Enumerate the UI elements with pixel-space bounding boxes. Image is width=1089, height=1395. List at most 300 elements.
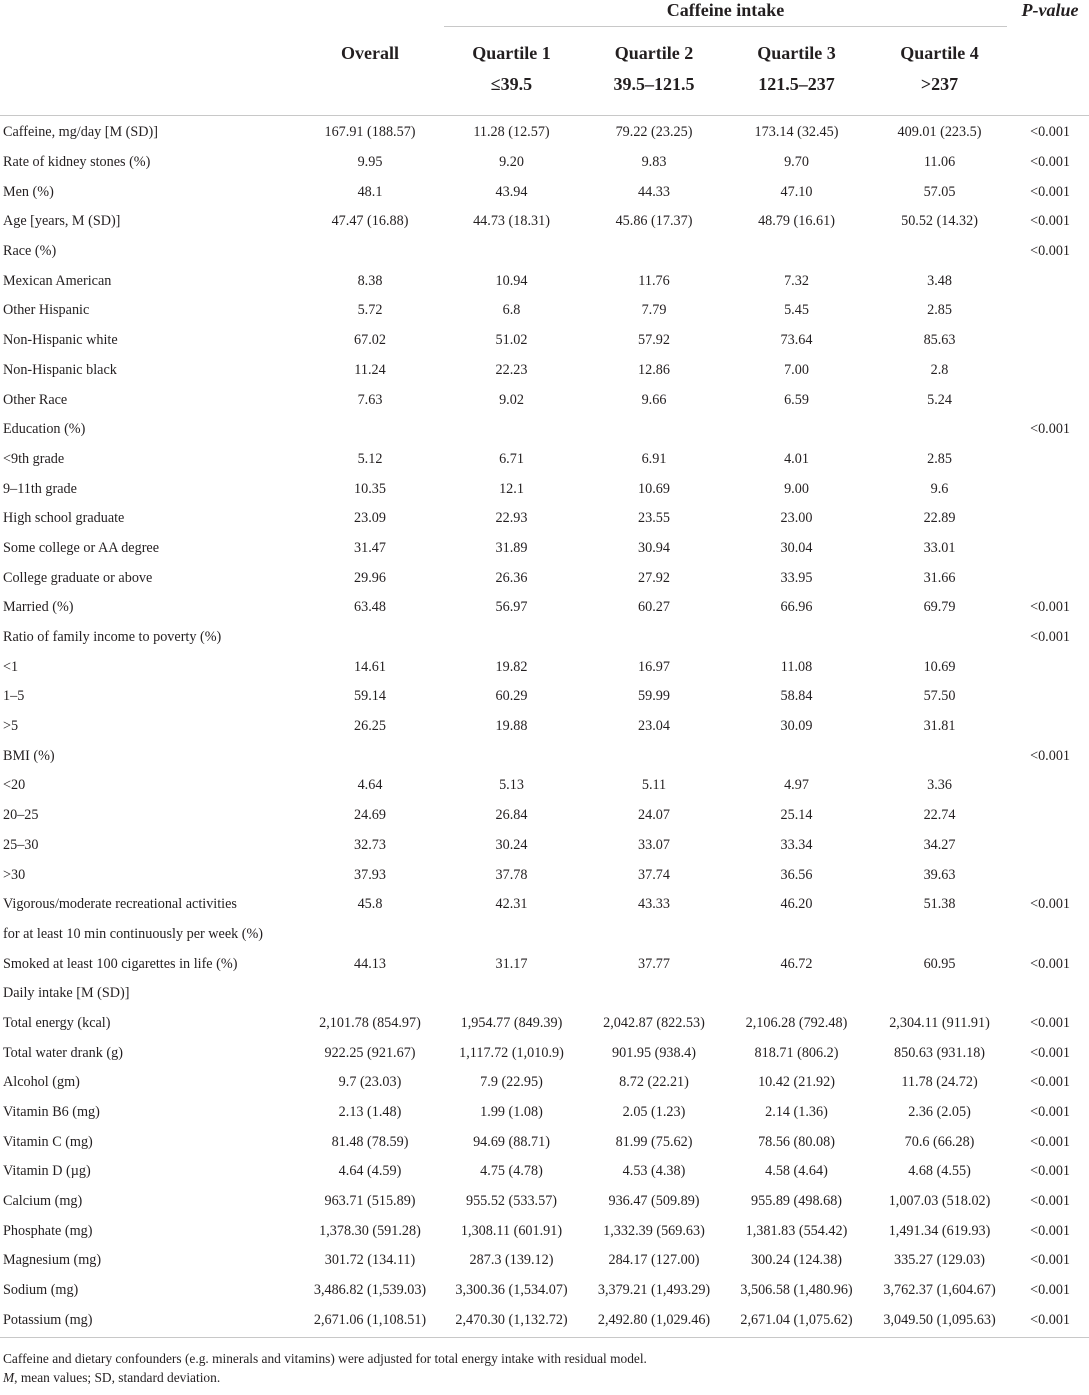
table-row	[0, 296, 1089, 326]
quartile-2-cell: 936.47 (509.89)	[608, 1193, 700, 1210]
quartile-2-cell: 59.99	[638, 688, 670, 705]
row-label: Vigorous/moderate recreational activities	[3, 896, 237, 913]
table-row	[0, 385, 1089, 415]
table-row	[0, 979, 1089, 1009]
pvalue-cell: <0.001	[1030, 1252, 1071, 1269]
row-label: Other Race	[3, 391, 68, 408]
quartile-1-cell: 2,470.30 (1,132.72)	[455, 1311, 568, 1328]
quartile-1-cell: 22.23	[495, 361, 528, 378]
quartile-2-cell: 79.22 (23.25)	[615, 124, 693, 141]
row-label: Phosphate (mg)	[3, 1222, 93, 1239]
overall-cell: 63.48	[354, 599, 386, 616]
quartile-3-cell: 48.79 (16.61)	[758, 213, 835, 230]
overall-cell: 10.35	[354, 480, 386, 497]
quartile-1-cell	[440, 920, 583, 950]
quartile-3-cell: 4.97	[784, 777, 809, 794]
row-label: Ratio of family income to poverty (%)	[3, 629, 222, 646]
pvalue-cell	[1011, 474, 1089, 504]
pvalue-cell	[1011, 712, 1089, 742]
quartile-1-cell: 6.71	[499, 450, 524, 467]
overall-cell: 9.95	[357, 154, 383, 171]
row-label: 9–11th grade	[3, 480, 77, 497]
quartile-1-cell: 22.93	[495, 510, 528, 527]
table-row	[0, 1157, 1089, 1187]
table-row	[0, 445, 1089, 475]
quartile-4-cell: 4.68 (4.55)	[908, 1163, 971, 1180]
quartile-1-cell: 26.84	[495, 807, 528, 824]
quartile-2-header: Quartile 2 39.5–121.5	[613, 43, 695, 94]
table-row	[0, 415, 1089, 445]
quartile-3-cell: 73.64	[780, 332, 813, 349]
quartile-4-cell: 335.27 (129.03)	[894, 1252, 986, 1269]
row-label: Potassium (mg)	[3, 1311, 93, 1328]
quartile-1-cell: 1,308.11 (601.91)	[460, 1222, 563, 1239]
overall-header: Overall	[341, 43, 399, 63]
quartile-1-cell: 955.52 (533.57)	[465, 1193, 558, 1210]
quartile-2-cell: 23.55	[638, 510, 670, 527]
quartile-1-cell: 26.36	[495, 569, 528, 586]
row-label: Other Hispanic	[3, 302, 90, 319]
table-row	[0, 1009, 1089, 1039]
table-row	[0, 1276, 1089, 1306]
quartile-1-cell: 43.94	[495, 183, 528, 200]
quartile-4-cell	[868, 623, 1011, 653]
quartile-3-cell: 30.09	[780, 718, 813, 735]
table-row	[0, 801, 1089, 831]
row-label: Men (%)	[3, 183, 54, 200]
quartile-3-cell: 58.84	[780, 688, 813, 705]
row-label: >30	[3, 866, 26, 883]
quartile-4-cell: 10.69	[923, 658, 956, 675]
overall-cell: 23.09	[354, 510, 386, 527]
quartile-2-cell: 16.97	[638, 658, 670, 675]
pvalue-cell	[1011, 385, 1089, 415]
table-row	[0, 890, 1089, 920]
table-row	[0, 207, 1089, 237]
row-label: Vitamin B6 (mg)	[3, 1104, 100, 1121]
quartile-3-cell: 4.58 (4.64)	[765, 1163, 828, 1180]
row-label: Vitamin C (mg)	[3, 1133, 93, 1150]
quartile-2-cell: 60.27	[638, 599, 670, 616]
quartile-2-cell: 12.86	[638, 361, 670, 378]
table-row	[0, 593, 1089, 623]
table-row	[0, 266, 1089, 296]
row-label: Total energy (kcal)	[3, 1014, 111, 1031]
table-row	[0, 712, 1089, 742]
pvalue-cell: <0.001	[1030, 124, 1071, 141]
overall-cell: 47.47 (16.88)	[331, 213, 409, 230]
quartile-4-cell: 2.85	[927, 302, 952, 319]
quartile-4-cell: 60.95	[923, 955, 956, 972]
overall-cell: 14.61	[354, 658, 386, 675]
pvalue-cell	[1011, 860, 1089, 890]
overall-cell: 29.96	[354, 569, 386, 586]
table-row	[0, 474, 1089, 504]
quartile-1-cell: 19.88	[495, 718, 528, 735]
pvalue-cell	[1011, 979, 1089, 1009]
table-row	[0, 1068, 1089, 1098]
row-label: Some college or AA degree	[3, 539, 160, 556]
quartile-3-cell: 955.89 (498.68)	[750, 1193, 843, 1210]
quartile-3-cell: 36.56	[780, 866, 813, 883]
overall-cell: 5.12	[357, 450, 383, 467]
row-label: Alcohol (gm)	[3, 1074, 80, 1091]
quartile-2-cell	[583, 920, 725, 950]
quartile-2-cell: 24.07	[638, 807, 670, 824]
quartile-1-cell: 9.02	[499, 391, 524, 408]
quartile-1-cell: 12.1	[499, 480, 524, 497]
quartile-3-cell	[725, 237, 868, 267]
quartile-2-cell: 23.04	[638, 718, 670, 735]
quartile-2-cell: 6.91	[641, 450, 667, 467]
quartile-1-cell: 4.75 (4.78)	[480, 1163, 543, 1180]
table-row	[0, 148, 1089, 178]
overall-cell: 963.71 (515.89)	[324, 1193, 416, 1210]
quartile-1-cell: 51.02	[495, 332, 528, 349]
table-row	[0, 237, 1089, 267]
quartile-2-cell: 901.95 (938.4)	[612, 1044, 696, 1061]
quartile-2-cell: 8.72 (22.21)	[619, 1074, 689, 1091]
overall-cell: 59.14	[354, 688, 386, 705]
overall-cell: 7.63	[357, 391, 383, 408]
table-row	[0, 771, 1089, 801]
table-header	[0, 0, 1089, 116]
pvalue-cell	[1011, 771, 1089, 801]
row-label: BMI (%)	[3, 747, 55, 764]
quartile-1-cell: 30.24	[495, 836, 528, 853]
row-label: Smoked at least 100 cigarettes in life (%)	[3, 955, 238, 972]
pvalue-cell	[1011, 801, 1089, 831]
pvalue-cell: <0.001	[1030, 213, 1071, 230]
row-label: Non-Hispanic white	[3, 332, 118, 349]
row-label: College graduate or above	[3, 569, 153, 586]
row-label: Education (%)	[3, 421, 86, 438]
quartile-3-cell: 46.20	[780, 896, 813, 913]
row-label: Magnesium (mg)	[3, 1252, 102, 1269]
overall-cell: 81.48 (78.59)	[331, 1133, 409, 1150]
quartile-4-cell	[868, 415, 1011, 445]
table-row	[0, 563, 1089, 593]
quartile-1-cell	[440, 979, 583, 1009]
pvalue-cell: <0.001	[1030, 1133, 1071, 1150]
quartile-3-cell: 3,506.58 (1,480.96)	[740, 1282, 853, 1299]
quartile-1-cell: 60.29	[495, 688, 528, 705]
pvalue-cell	[1011, 326, 1089, 356]
quartile-1-cell: 31.17	[495, 955, 528, 972]
quartile-4-cell: 2,304.11 (911.91)	[889, 1014, 990, 1031]
quartile-2-cell: 44.33	[638, 183, 670, 200]
table-row	[0, 949, 1089, 979]
quartile-3-cell	[725, 741, 868, 771]
table-row	[0, 326, 1089, 356]
pvalue-cell: <0.001	[1030, 1014, 1071, 1031]
pvalue-cell: <0.001	[1030, 955, 1071, 972]
quartile-4-cell: 1,491.34 (619.93)	[888, 1222, 991, 1239]
quartile-1-cell: 287.3 (139.12)	[469, 1252, 554, 1269]
quartile-2-cell: 81.99 (75.62)	[615, 1133, 693, 1150]
overall-cell: 5.72	[357, 302, 383, 319]
row-label: <1	[3, 658, 19, 675]
quartile-2-cell: 30.94	[638, 539, 670, 556]
table-row	[0, 116, 1089, 148]
pvalue-cell	[1011, 831, 1089, 861]
quartile-3-cell: 30.04	[780, 539, 813, 556]
overall-cell: 3,486.82 (1,539.03)	[313, 1282, 427, 1299]
footnote-line-1: Caffeine and dietary confounders (e.g. minerals and vitamins) were adjusted for total energy intake with residual model.	[3, 1351, 647, 1367]
pvalue-cell: <0.001	[1030, 183, 1071, 200]
row-label: Total water drank (g)	[3, 1044, 123, 1061]
overall-cell: 31.47	[354, 539, 386, 556]
quartile-4-cell: 5.24	[927, 391, 952, 408]
quartile-4-cell: 39.63	[923, 866, 956, 883]
table-row	[0, 1127, 1089, 1157]
row-label: Vitamin D (µg)	[3, 1163, 91, 1180]
quartile-4-cell: 22.89	[923, 510, 956, 527]
quartile-4-cell: 3.48	[927, 272, 952, 289]
quartile-2-cell: 2,042.87 (822.53)	[603, 1014, 705, 1031]
row-label: Non-Hispanic black	[3, 361, 117, 378]
quartile-2-cell	[583, 741, 725, 771]
quartile-1-cell	[440, 741, 583, 771]
quartile-4-cell: 11.06	[923, 154, 956, 171]
quartile-3-cell: 4.01	[784, 450, 809, 467]
overall-cell	[300, 237, 440, 267]
quartile-2-cell	[583, 979, 725, 1009]
quartile-4-cell: 11.78 (24.72)	[901, 1074, 978, 1091]
quartile-2-cell: 45.86 (17.37)	[615, 213, 693, 230]
quartile-1-cell: 11.28 (12.57)	[473, 124, 550, 141]
quartile-2-cell: 43.33	[638, 896, 670, 913]
quartile-3-cell: 2,106.28 (792.48)	[745, 1014, 848, 1031]
pvalue-cell	[1011, 652, 1089, 682]
quartile-4-cell: 85.63	[923, 332, 956, 349]
quartile-4-cell: 57.50	[923, 688, 956, 705]
quartile-3-cell: 11.08	[780, 658, 813, 675]
quartile-4-cell: 51.38	[923, 896, 956, 913]
pvalue-cell	[1011, 266, 1089, 296]
pvalue-cell: <0.001	[1030, 1222, 1071, 1239]
footnote-line-2: M, mean values; SD, standard deviation.	[3, 1370, 221, 1386]
quartile-1-header: Quartile 1 ≤39.5	[472, 43, 551, 94]
quartile-2-cell: 9.66	[641, 391, 667, 408]
pvalue-cell: <0.001	[1030, 599, 1071, 616]
quartile-1-cell	[440, 237, 583, 267]
row-label: Caffeine, mg/day [M (SD)]	[3, 124, 158, 141]
quartile-3-cell: 25.14	[780, 807, 813, 824]
quartile-3-cell	[725, 920, 868, 950]
quartile-3-cell: 9.00	[784, 480, 809, 497]
caffeine-intake-group-header: Caffeine intake	[440, 0, 1011, 30]
quartile-3-cell: 173.14 (32.45)	[754, 124, 839, 141]
overall-cell: 1,378.30 (591.28)	[319, 1222, 421, 1239]
quartile-3-cell: 78.56 (80.08)	[758, 1133, 835, 1150]
quartile-3-cell: 66.96	[780, 599, 813, 616]
overall-cell: 922.25 (921.67)	[324, 1044, 416, 1061]
overall-cell: 2.13 (1.48)	[338, 1104, 402, 1121]
pvalue-cell: <0.001	[1030, 1163, 1071, 1180]
pvalue-cell	[1011, 445, 1089, 475]
pvalue-cell: <0.001	[1030, 747, 1071, 764]
row-label: Age [years, M (SD)]	[3, 213, 121, 230]
pvalue-cell	[1011, 356, 1089, 386]
overall-cell	[300, 741, 440, 771]
quartile-4-cell: 850.63 (931.18)	[894, 1044, 986, 1061]
table-row	[0, 1246, 1089, 1276]
quartile-4-cell: 70.6 (66.28)	[904, 1133, 975, 1150]
pvalue-cell: <0.001	[1030, 1193, 1071, 1210]
quartile-1-cell: 1,117.72 (1,010.9)	[459, 1044, 564, 1061]
quartile-4-cell	[868, 741, 1011, 771]
quartile-2-cell: 33.07	[638, 836, 670, 853]
row-label: >5	[3, 718, 19, 735]
quartile-3-cell: 46.72	[780, 955, 813, 972]
quartile-2-cell: 2.05 (1.23)	[622, 1104, 686, 1121]
table-row	[0, 682, 1089, 712]
quartile-4-cell: 34.27	[923, 836, 956, 853]
quartile-2-cell	[583, 623, 725, 653]
quartile-2-cell: 37.74	[638, 866, 670, 883]
overall-cell: 167.91 (188.57)	[324, 124, 416, 141]
pvalue-header: P-value	[1021, 0, 1079, 20]
overall-cell: 301.72 (134.11)	[324, 1252, 416, 1269]
pvalue-cell: <0.001	[1030, 1104, 1071, 1121]
quartile-1-cell: 5.13	[499, 777, 524, 794]
quartile-3-cell: 1,381.83 (554.42)	[745, 1222, 848, 1239]
overall-cell: 2,101.78 (854.97)	[319, 1014, 421, 1031]
quartile-3-cell: 47.10	[780, 183, 813, 200]
quartile-1-cell: 56.97	[495, 599, 528, 616]
table-row	[0, 831, 1089, 861]
quartile-3-cell: 33.34	[780, 836, 813, 853]
overall-cell: 8.38	[357, 272, 383, 289]
table-row	[0, 1306, 1089, 1338]
quartile-3-cell: 33.95	[780, 569, 813, 586]
quartile-4-cell: 3.36	[927, 777, 952, 794]
table-row	[0, 860, 1089, 890]
overall-cell: 32.73	[354, 836, 386, 853]
overall-cell: 37.93	[354, 866, 386, 883]
quartile-2-cell	[583, 415, 725, 445]
quartile-4-cell: 2.85	[927, 450, 952, 467]
quartile-3-cell: 300.24 (124.38)	[750, 1252, 843, 1269]
row-label: 20–25	[3, 807, 39, 824]
quartile-2-cell: 11.76	[638, 272, 670, 289]
quartile-1-cell	[440, 415, 583, 445]
quartile-2-cell: 3,379.21 (1,493.29)	[597, 1282, 711, 1299]
quartile-4-cell	[868, 920, 1011, 950]
quartile-1-cell	[440, 623, 583, 653]
row-label: High school graduate	[3, 510, 125, 527]
quartile-1-cell: 6.8	[502, 302, 521, 319]
table-row	[0, 1187, 1089, 1217]
pvalue-cell	[1011, 504, 1089, 534]
quartile-4-cell: 409.01 (223.5)	[897, 124, 982, 141]
quartile-3-cell: 10.42 (21.92)	[758, 1074, 835, 1091]
quartile-3-cell: 5.45	[784, 302, 809, 319]
quartile-1-cell: 7.9 (22.95)	[480, 1074, 543, 1091]
quartile-2-cell: 4.53 (4.38)	[622, 1163, 686, 1180]
pvalue-cell: <0.001	[1030, 896, 1071, 913]
table-row	[0, 1216, 1089, 1246]
quartile-4-cell: 3,762.37 (1,604.67)	[883, 1282, 996, 1299]
overall-cell: 4.64	[357, 777, 383, 794]
quartile-4-cell: 22.74	[923, 807, 956, 824]
overall-cell: 44.13	[354, 955, 386, 972]
quartile-4-cell: 2.36 (2.05)	[908, 1104, 971, 1121]
quartile-1-cell: 1,954.77 (849.39)	[460, 1014, 563, 1031]
overall-cell: 2,671.06 (1,108.51)	[313, 1311, 427, 1328]
table-row	[0, 1038, 1089, 1068]
overall-cell	[300, 979, 440, 1009]
pvalue-cell: <0.001	[1030, 629, 1071, 646]
table-row	[0, 920, 1089, 950]
quartile-3-cell: 7.00	[784, 361, 809, 378]
quartile-3-cell: 2.14 (1.36)	[765, 1104, 828, 1121]
quartile-3-cell: 6.59	[784, 391, 809, 408]
quartile-2-cell: 1,332.39 (569.63)	[603, 1222, 705, 1239]
row-label: 25–30	[3, 836, 39, 853]
quartile-1-cell: 44.73 (18.31)	[473, 213, 550, 230]
pvalue-cell	[1011, 534, 1089, 564]
quartile-2-cell	[583, 237, 725, 267]
quartile-3-cell: 7.32	[784, 272, 809, 289]
quartile-1-cell: 3,300.36 (1,534.07)	[455, 1282, 568, 1299]
quartile-2-cell: 27.92	[638, 569, 670, 586]
row-label: Daily intake [M (SD)]	[3, 985, 130, 1002]
quartile-4-cell: 50.52 (14.32)	[901, 213, 978, 230]
pvalue-cell: <0.001	[1030, 1074, 1071, 1091]
pvalue-cell: <0.001	[1030, 1282, 1071, 1299]
overall-cell: 67.02	[354, 332, 386, 349]
table-row	[0, 177, 1089, 207]
quartile-4-cell: 31.81	[923, 718, 956, 735]
table-row	[0, 504, 1089, 534]
quartile-4-header: Quartile 4 >237	[900, 43, 979, 94]
pvalue-cell: <0.001	[1030, 1044, 1071, 1061]
quartile-1-cell: 31.89	[495, 539, 528, 556]
row-label: 1–5	[3, 688, 25, 705]
table-footnote	[0, 1338, 1089, 1387]
row-label: <9th grade	[3, 450, 65, 467]
quartile-2-cell: 5.11	[641, 777, 667, 794]
overall-cell: 26.25	[354, 718, 386, 735]
quartile-2-cell: 7.79	[641, 302, 667, 319]
row-label: Sodium (mg)	[3, 1282, 79, 1299]
table-row	[0, 741, 1089, 771]
overall-cell: 4.64 (4.59)	[338, 1163, 402, 1180]
quartile-4-cell	[868, 979, 1011, 1009]
quartile-2-cell: 57.92	[638, 332, 670, 349]
quartile-3-cell	[725, 623, 868, 653]
quartile-1-cell: 10.94	[495, 272, 528, 289]
overall-cell: 24.69	[354, 807, 386, 824]
table-row	[0, 623, 1089, 653]
pvalue-cell: <0.001	[1030, 421, 1071, 438]
pvalue-cell	[1011, 296, 1089, 326]
pvalue-cell	[1011, 920, 1089, 950]
quartile-1-cell: 9.20	[499, 154, 524, 171]
quartile-4-cell: 9.6	[930, 480, 949, 497]
quartile-1-cell: 1.99 (1.08)	[480, 1104, 543, 1121]
overall-cell: 9.7 (23.03)	[338, 1074, 402, 1091]
quartile-3-cell	[725, 415, 868, 445]
row-label: Calcium (mg)	[3, 1193, 83, 1210]
quartile-2-cell: 2,492.80 (1,029.46)	[597, 1311, 711, 1328]
pvalue-cell: <0.001	[1030, 243, 1071, 260]
table-row	[0, 534, 1089, 564]
row-label: Rate of kidney stones (%)	[3, 154, 151, 171]
overall-cell	[300, 623, 440, 653]
